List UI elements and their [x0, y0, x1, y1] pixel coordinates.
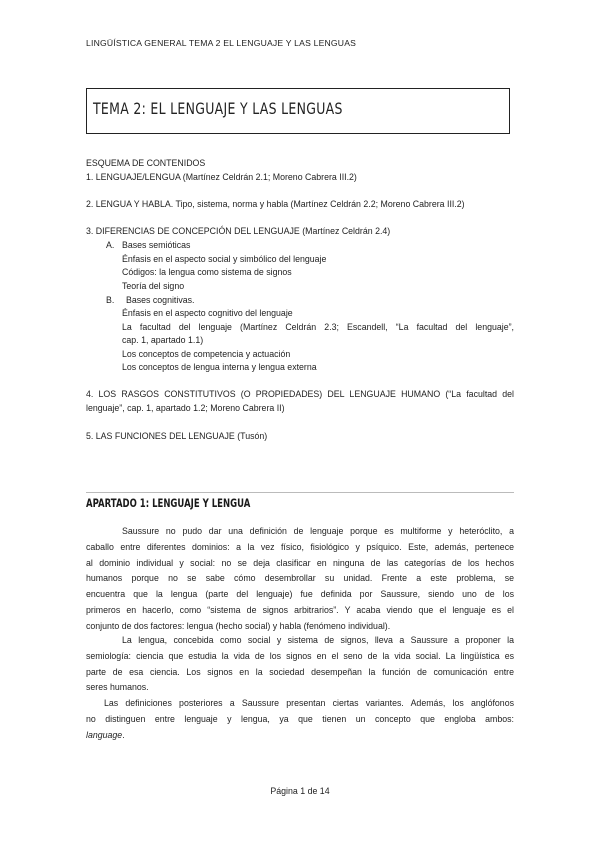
toc-sub-b-title: Bases cognitivas.: [126, 295, 195, 305]
toc-sub-a-title: Bases semióticas: [122, 240, 191, 250]
paragraph-line: encuentra que la lengua (parte del lenguaje) fue definida por Saussure, siendo uno de los: [86, 589, 514, 600]
section-divider: [86, 492, 514, 493]
toc-heading: ESQUEMA DE CONTENIDOS: [86, 158, 206, 168]
paragraph-line: semiología: ciencia que estudia la vida de los signos en el seno de la vida social. La lingüística es: [86, 650, 514, 661]
section-title: APARTADO 1: LENGUAJE Y LENGUA: [86, 496, 251, 510]
toc-item-4-line1: 4. LOS RASGOS CONSTITUTIVOS (O PROPIEDADES) DEL LENGUAJE HUMANO (“La facultad del: [86, 389, 514, 399]
toc-sub-b-2-line2: cap. 1, apartado 1.1): [122, 335, 204, 345]
toc-item-2: 2. LENGUA Y HABLA. Tipo, sistema, norma y habla (Martínez Celdrán 2.2; Moreno Cabrera III.2): [86, 199, 465, 209]
toc-sub-b-4: Los conceptos de lengua interna y lengua externa: [122, 362, 317, 372]
toc-sub-b-1: Énfasis en el aspecto cognitivo del lenguaje: [122, 308, 293, 318]
toc-sub-b-letter: B.: [106, 295, 115, 305]
page-number: Página 1 de 14: [270, 786, 330, 796]
paragraph-line: caballo entre diferentes dominios: a la vez físico, fisiológico y psíquico. Este, además, pertenece: [86, 541, 514, 552]
running-header: LINGÜÍSTICA GENERAL TEMA 2 EL LENGUAJE Y LAS LENGUAS: [86, 38, 357, 48]
toc-item-4-line2: lenguaje”, cap. 1, apartado 1.2; Moreno Cabrera II): [86, 403, 285, 413]
paragraph-line: primeros en hacerlo, como “sistema de signos arbitrarios”. Y acaba viendo que el lenguaje es el: [86, 604, 514, 615]
toc-item-3: 3. DIFERENCIAS DE CONCEPCIÓN DEL LENGUAJE (Martínez Celdrán 2.4): [86, 226, 391, 236]
paragraph-line: Saussure no pudo dar una definición de lenguaje porque es multiforme y heteróclito, a: [122, 526, 514, 536]
paragraph-line: seres humanos.: [86, 682, 149, 693]
title-box: [86, 88, 510, 134]
paragraph-line: parte de esa ciencia. Los signos en la sociedad desempeñan la función de comunicación entre: [86, 666, 514, 677]
toc-sub-a-1: Énfasis en el aspecto social y simbólico del lenguaje: [122, 254, 327, 264]
period: .: [122, 729, 125, 740]
page-title: TEMA 2: EL LENGUAJE Y LAS LENGUAS: [93, 99, 343, 118]
toc-sub-a-letter: A.: [106, 240, 115, 250]
toc-item-5: 5. LAS FUNCIONES DEL LENGUAJE (Tusón): [86, 431, 268, 441]
paragraph-line: no distinguen entre lenguaje y lengua, ya que tienen un concepto que engloba ambos:: [86, 713, 514, 724]
paragraph-line: [86, 728, 514, 744]
paragraph-line: conjunto de dos factores: lengua (hecho social) y habla (fenómeno individual).: [86, 620, 391, 631]
toc-sub-b-2-line1: La facultad del lenguaje (Martínez Celdrán 2.3; Escandell, “La facultad del lenguaje”,: [122, 322, 514, 332]
toc-item-1: 1. LENGUAJE/LENGUA (Martínez Celdrán 2.1; Moreno Cabrera III.2): [86, 172, 357, 182]
paragraph-line: La lengua, concebida como social y sistema de signos, lleva a Saussure a proponer la: [122, 635, 514, 645]
toc-sub-b-3: Los conceptos de competencia y actuación: [122, 349, 291, 359]
paragraph-line: Las definiciones posteriores a Saussure presentan ciertas variantes. Además, los anglófonos: [104, 698, 514, 708]
paragraph-3: [86, 696, 514, 743]
toc-sub-a-3: Teoría del signo: [122, 281, 185, 291]
paragraph-2: [86, 633, 514, 696]
paragraph-line: humanos porque no se sabe cómo desembrollar su unidad. Frente a este problema, se: [86, 573, 514, 584]
italic-term: language: [86, 729, 123, 740]
paragraph-line: al dominio individual y social: no se deja clasificar en ninguna de las categorías de los hechos: [86, 557, 514, 568]
toc-sub-a-2: Códigos: la lengua como sistema de signos: [122, 267, 292, 277]
paragraph-1: [86, 524, 514, 635]
